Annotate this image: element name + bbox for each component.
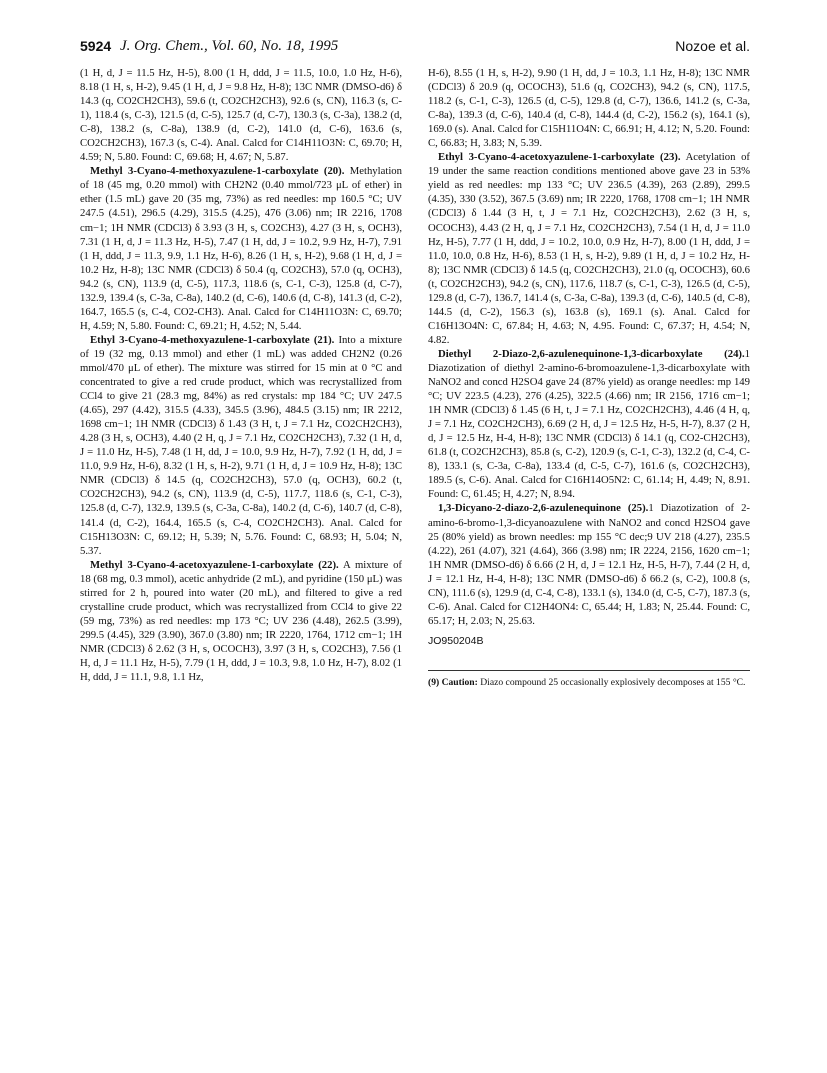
- paragraph-text: A mixture of 18 (68 mg, 0.3 mmol), acetic anhydride (2 mL), and pyridine (150 μL) was stirred for 2 h, poured into water (20 mL), and filtered to give a red crystalline crude product, which was recrystallized from CCl4 to give 22 (59 mg, 73%) as red needles: mp 173 °C; UV 236 (4.48), 262.5 (3.99), 299.5 (4.45), 329 (3.90), 367.0 (3.80) nm; IR 2220, 1764, 1712 cm−1; 1H NMR (CDCl3) δ 2.62 (3 H, s, OCOCH3), 3.97 (3 H, s, CO2CH3), 7.56 (1 H, d, J = 11.1 Hz, H-5), 7.79 (1 H, ddd, J = 10.3, 9.8, 1.0 Hz, H-7), 8.02 (1 H, ddd, J = 11.1, 9.8, 1.1 Hz,: [80, 558, 402, 684]
- document-code: JO950204B: [428, 634, 484, 647]
- compound-heading: Ethyl 3-Cyano-4-acetoxyazulene-1-carboxylate (23).: [438, 151, 681, 164]
- page-number: 5924: [80, 38, 112, 54]
- running-author: Nozoe et al.: [675, 38, 750, 54]
- paragraph: [80, 333, 402, 558]
- journal-citation: J. Org. Chem., Vol. 60, No. 18, 1995: [120, 38, 339, 54]
- paragraph: (1 H, d, J = 11.5 Hz, H-5), 8.00 (1 H, ddd, J = 11.5, 10.0, 1.0 Hz, H-6), 8.18 (1 H, s, H-2), 9.45 (1 H, d, J = 9.8 Hz, H-8); 13C NMR (DMSO-d6) δ 14.3 (q, CO2CH2CH3), 59.6 (t, CO2CH2CH3), 92.6 (s, CN), 116.3 (s, C-1), 118.4 (s, C-3), 121.5 (d, C-5), 125.7 (d, C-7), 130.3 (s, C-3a), 138.2 (d, C-8), 138.2 (s, C-8a), 138.9 (d, C-2), 141.0 (d, C-6), 163.6 (s, CO2CH2CH3), 167.3 (s, C-4). Anal. Calcd for C14H11O3N: C, 69.70; H, 4.59; N, 5.80. Found: C, 69.68; H, 4.67; N, 5.87.: [80, 67, 402, 164]
- paragraph: [80, 558, 402, 684]
- compound-heading: Diethyl 2-Diazo-2,6-azulenequinone-1,3-dicarboxylate (24).: [438, 347, 745, 360]
- compound-heading: Methyl 3-Cyano-4-methoxyazulene-1-carboxylate (20).: [90, 165, 345, 178]
- paragraph-text: Acetylation of 19 under the same reaction conditions mentioned above gave 23 in 53% yield as red needles: mp 133 °C; UV 236.5 (4.39), 263 (2.89), 299.5 (4.35), 330 (3.52), 367.5 (3.69) nm; IR 2220, 1768, 1708 cm−1; 1H NMR (CDCl3) δ 1.44 (3 H, t, J = 7.1 Hz, CO2CH2CH3), 2.62 (3 H, s, OCOCH3), 4.43 (2 H, q, J = 7.1 Hz, CO2CH2CH3), 7.54 (1 H, d, J = 11.0 Hz, H-5), 7.77 (1 H, ddd, J = 10.2, 10.0, 0.9 Hz, H-7), 8.00 (1 H, ddd, J = 11.0, 10.0, 0.8 Hz, H-6), 8.53 (1 H, s, H-2), 9.89 (1 H, d, J = 10.2 Hz, H-8); 13C NMR (CDCl3) δ 14.5 (q, CO2CH2CH3), 21.0 (q, OCOCH3), 60.6 (t, CO2CH2CH3), 94.2 (s, CN), 117.6, 118.7 (s, C-1, C-3), 126.5 (d, C-5), 129.8 (d, C-7), 136.7, 141.4 (s, C-3a, C-8a), 139.3 (d, C-6), 140.5 (d, C-8), 144.5 (d, C-2), 156.3 (s), 163.8 (s), 169.1 (s). Anal. Calcd for C16H13O4N: C, 67.84; H, 4.63; N, 4.95. Found: C, 67.37; H, 4.54; N, 4.82.: [428, 151, 750, 346]
- paragraph: H-6), 8.55 (1 H, s, H-2), 9.90 (1 H, dd, J = 10.3, 1.1 Hz, H-8); 13C NMR (CDCl3) δ 20.9 (q, OCOCH3), 51.6 (q, CO2CH3), 94.2 (s, CN), 117.5, 118.2 (s, C-1, C-3), 126.5 (d, C-5), 129.8 (d, C-7), 136.6, 141.2 (s, C-3a, C-8a), 139.3 (d, C-6), 140.4 (d, C-8), 144.4 (d, C-2), 156.2 (s), 164.1 (s), 169.0 (s). Anal. Calcd for C15H11O4N: C, 66.91; H, 4.12; N, 5.20. Found: C, 66.83; H, 3.83; N, 5.39.: [428, 67, 750, 150]
- compound-heading: Methyl 3-Cyano-4-acetoxyazulene-1-carboxylate (22).: [90, 558, 339, 571]
- paragraph-text: 1 Diazotization of 2-amino-6-bromo-1,3-dicyanoazulene with NaNO2 and concd H2SO4 gave 25 (80% yield) as brown needles: mp 155 °C dec;9 UV 218 (4.27), 235.5 (4.22), 261 (4.07), 321 (4.64), 366 (3.98) nm; IR 2224, 2156, 1620 cm−1; 1H NMR (DMSO-d6) δ 6.66 (2 H, d, J = 12.1 Hz, H-5, H-7), 7.44 (2 H, d, J = 12.1 Hz, H-4, H-8); 13C NMR (DMSO-d6) δ 66.2 (s, C-2), 100.8 (s, CN), 111.6 (s), 129.9 (d, C-4, C-8), 133.1 (s), 134.0 (d, C-5, C-7), 187.3 (s, C-6). Anal. Calcd for C12H4ON4: C, 65.44; H, 1.83; N, 25.44. Found: C, 65.17; H, 2.03; N, 25.63.: [428, 502, 750, 627]
- paragraph-text: Into a mixture of 19 (32 mg, 0.13 mmol) and ether (1 mL) was added CH2N2 (0.26 mmol/470 μL of ether). The mixture was stirred for 15 min at 0 °C and concentrated to give a red crude product, which was recrystallized from CCl4 to give 21 (28.3 mg, 84%) as red crystals: mp 184 °C; UV 247.5 (4.65), 297 (4.42), 315.5 (4.33), 345.5 (3.96), 484.5 (3.15) nm; IR 2212, 1698 cm−1; 1H NMR (CDCl3) δ 1.43 (3 H, t, J = 7.1 Hz, CO2CH2CH3), 4.28 (3 H, s, OCH3), 4.40 (2 H, q, J = 7.1 Hz, CO2CH2CH3), 7.32 (1 H, d, J = 11.0 Hz, H-5), 7.48 (1 H, dd, J = 10.0, 9.9 Hz, H-7), 7.92 (1 H, dd, J = 11.0, 9.9 Hz, H-6), 8.32 (1 H, s, H-2), 9.71 (1 H, d, J = 10.9 Hz, H-8); 13C NMR (CDCl3) δ 14.5 (q, CO2CH2CH3), 57.0 (q, OCH3), 60.2 (t, CO2CH2CH3), 94.2 (s, CN), 113.9 (d, C-5), 117.7, 118.6 (s, C-1, C-3), 125.8 (d, C-7), 132.9, 139.5 (s, C-3a, C-8a), 140.2 (d, C-6), 140.7 (d, C-8), 141.4 (d, C-2), 164.4, 165.5 (s, C-4, CO2CH2CH3). Anal. Calcd for C15H13O3N: C, 69.12; H, 5.39; N, 5.76. Found: C, 68.93; H, 5.04; N, 5.37.: [80, 333, 403, 557]
- paragraph: [428, 501, 750, 627]
- paragraph-text: Methylation of 18 (45 mg, 0.20 mmol) with CH2N2 (0.40 mmol/723 μL of ether) in ether (1.5 mL) gave 20 (35 mg, 73%) as red needles: mp 160.5 °C; UV 247.5 (4.51), 296.5 (4.29), 315.5 (4.25), 476 (3.06) nm; IR 2216, 1708 cm−1; 1H NMR (CDCl3) δ 3.93 (3 H, s, CO2CH3), 4.27 (3 H, s, OCH3), 7.31 (1 H, d, J = 11.3 Hz, H-5), 7.47 (1 H, dd, J = 10.2, 9.9 Hz, H-7), 7.91 (1 H, ddd, J = 11.3, 9.9, 1.1 Hz, H-6), 8.26 (1 H, s, H-2), 9.68 (1 H, d, J = 10.2 Hz, H-8); 13C NMR (CDCl3) δ 50.4 (q, CO2CH3), 57.0 (q, OCH3), 94.2 (s, CN), 113.9 (d, C-5), 117.3, 118.6 (s, C-1, C-3), 125.8 (d, C-7), 132.9, 139.4 (s, C-3a, C-8a), 140.2 (d, C-6), 140.6 (d, C-8), 141.3 (d, C-2), 164.7, 165.5 (s, C-4, CO2-CH3). Anal. Calcd for C14H11O3N: C, 69.70; H, 4.59; N, 5.80. Found: C, 69.21; H, 4.52; N, 5.44.: [80, 165, 402, 332]
- paragraph: [428, 347, 750, 502]
- paragraph-text: 1 Diazotization of diethyl 2-amino-6-bromoazulene-1,3-dicarboxylate with NaNO2 and concd H2SO4 gave 24 (87% yield) as orange needles: mp 149 °C; UV 223.5 (4.23), 276 (4.25), 322.5 (4.66) nm; IR 2156, 1716 cm−1; 1H NMR (CDCl3) δ 1.45 (6 H, t, J = 7.1 Hz, CO2CH2CH3), 4.46 (4 H, q, J = 7.1 Hz, CO2CH2CH3), 6.69 (2 H, d, J = 12.5 Hz, H-5, H-7), 8.37 (2 H, d, J = 12.5 Hz, H-4, H-8); 13C NMR (CDCl3) δ 14.1 (q, CO2-CH2CH3), 61.8 (t, CO2CH2CH3), 85.8 (s, C-2), 120.9 (s, C-1, C-3), 132.2 (d, C-4, C-8), 133.1 (s, C-3a, C-8a), 133.4 (d, C-5, C-7), 161.6 (s, CO2CH2CH3), 189.5 (s, C-6). Anal. Calcd for C16H14O5N2: C, 61.14; H, 4.49; N, 8.91. Found: C, 61.45; H, 4.27; N, 8.94.: [428, 347, 750, 501]
- compound-heading: Ethyl 3-Cyano-4-methoxyazulene-1-carboxylate (21).: [90, 333, 335, 346]
- right-column: [428, 66, 750, 689]
- paragraph: [80, 164, 402, 333]
- footnote-divider: [428, 670, 750, 671]
- footnote: [428, 677, 750, 690]
- compound-heading: 1,3-Dicyano-2-diazo-2,6-azulenequinone (25).: [438, 502, 649, 515]
- paragraph: [428, 150, 750, 347]
- footnote-text: Diazo compound 25 occasionally explosively decomposes at 155 °C.: [480, 676, 746, 688]
- page-header: [80, 38, 750, 60]
- footnote-label: (9) Caution:: [428, 676, 478, 688]
- left-column: [80, 66, 402, 684]
